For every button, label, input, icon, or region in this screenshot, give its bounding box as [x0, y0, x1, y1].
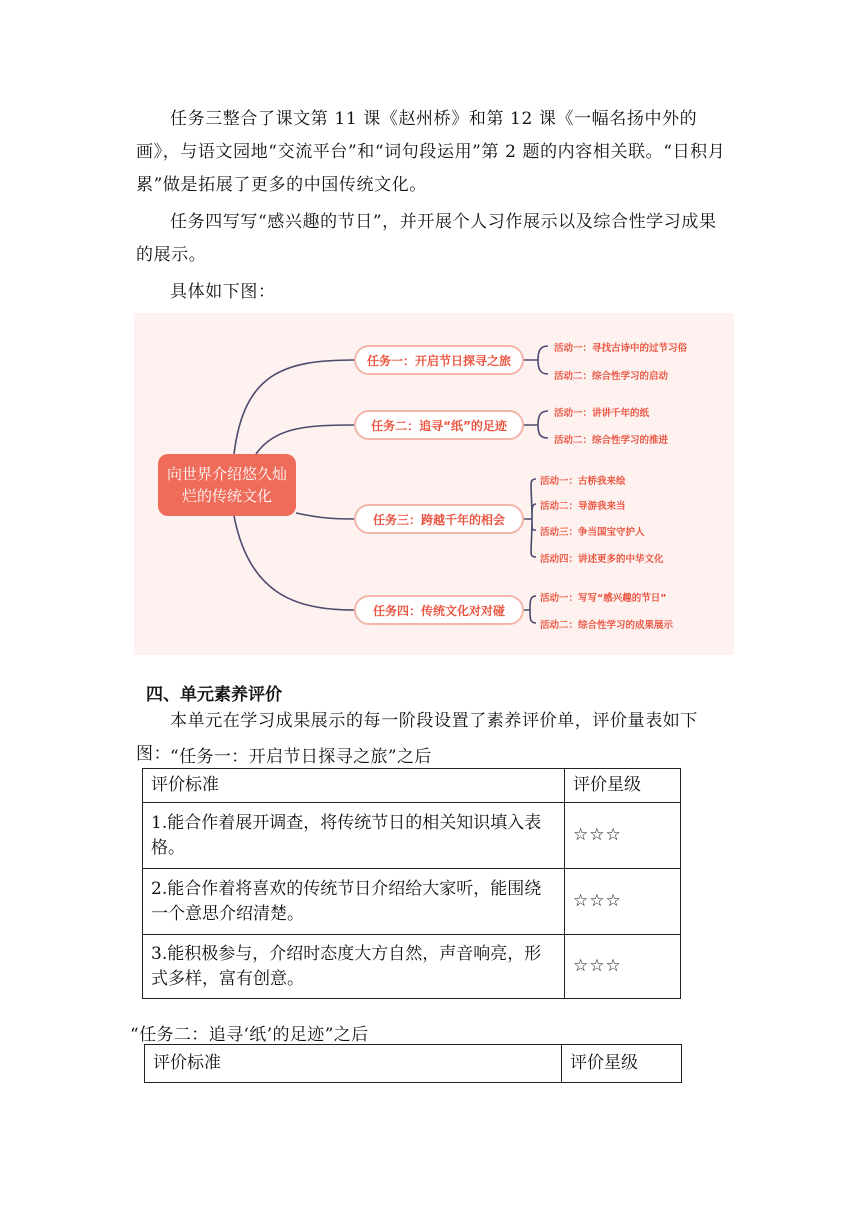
- connector-task3-acts: [524, 479, 536, 557]
- header-stars: 评价星级: [562, 1045, 682, 1083]
- paragraph-task3: 任务三整合了课文第 11 课《赵州桥》和第 12 课《一幅名扬中外的画》，与语文园地“交流平台”和“词句段运用”第 2 题的内容相关联。“日积月累”做是拓展了更多的中国传统文化。: [136, 109, 726, 195]
- star-rating: ☆☆☆: [565, 869, 681, 935]
- activity-1-1: 活动一：寻找古诗中的过节习俗: [554, 343, 688, 354]
- star-rating: ☆☆☆: [565, 935, 681, 999]
- activity-3-1: 活动一：古桥我来绘: [540, 476, 626, 487]
- mind-map-root: 向世界介绍悠久灿烂的传统文化: [158, 454, 296, 516]
- star-rating: ☆☆☆: [565, 803, 681, 869]
- connector-task4: [234, 516, 354, 610]
- header-criterion: 评价标准: [143, 769, 565, 803]
- mind-map: [134, 313, 734, 655]
- connector-task2-acts: [524, 411, 548, 438]
- activity-4-1: 活动一：写写“感兴趣的节日”: [540, 593, 667, 604]
- table-header-row: [145, 1045, 682, 1083]
- activity-3-3: 活动三：争当国宝守护人: [540, 527, 645, 538]
- task-node-3: 任务三：跨越千年的相会: [354, 504, 524, 534]
- header-criterion: 评价标准: [145, 1045, 562, 1083]
- activity-1-2: 活动二：综合性学习的启动: [554, 371, 669, 382]
- header-stars: 评价星级: [565, 769, 681, 803]
- paragraph-figure-intro: 具体如下图：: [170, 282, 276, 302]
- activity-4-2: 活动二：综合性学习的成果展示: [540, 620, 674, 631]
- evaluation-table-2: [144, 1044, 682, 1083]
- table2-caption: “任务二：追寻‘纸’的足迹”之后: [130, 1025, 369, 1045]
- connector-task1: [234, 360, 354, 454]
- table-row: [143, 803, 681, 869]
- criterion-cell: 2.能合作着将喜欢的传统节日介绍给大家听，能围绕一个意思介绍清楚。: [143, 869, 565, 935]
- paragraph-task4: 任务四写写“感兴趣的节日”，并开展个人习作展示以及综合性学习成果的展示。: [136, 212, 717, 265]
- connector-task3: [296, 513, 354, 519]
- criterion-cell: 1.能合作着展开调查，将传统节日的相关知识填入表格。: [143, 803, 565, 869]
- section-heading: 四、单元素养评价: [146, 685, 282, 705]
- criterion-cell: 3.能积极参与，介绍时态度大方自然，声音响亮，形式多样，富有创意。: [143, 935, 565, 999]
- activity-3-2: 活动二：导游我来当: [540, 501, 626, 512]
- task-node-4: 任务四：传统文化对对碰: [354, 595, 524, 625]
- task-node-1: 任务一：开启节日探寻之旅: [354, 345, 524, 375]
- table1-caption: “任务一：开启节日探寻之旅”之后: [170, 747, 432, 767]
- table-header-row: [143, 769, 681, 803]
- connector-task4-acts: [524, 596, 536, 623]
- activity-2-1: 活动一：讲讲千年的纸: [554, 408, 650, 419]
- evaluation-table-1: [142, 768, 681, 999]
- activity-3-4: 活动四：讲述更多的中华文化: [540, 554, 664, 565]
- table-row: [143, 935, 681, 999]
- table-row: [143, 869, 681, 935]
- connector-task2: [256, 425, 354, 454]
- section-intro: 本单元在学习成果展示的每一阶段设置了素养评价单，评价量表如下图：: [136, 711, 698, 764]
- connector-task1-acts: [524, 346, 548, 374]
- task-node-2: 任务二：追寻“纸”的足迹: [354, 410, 524, 440]
- activity-2-2: 活动二：综合性学习的推进: [554, 435, 669, 446]
